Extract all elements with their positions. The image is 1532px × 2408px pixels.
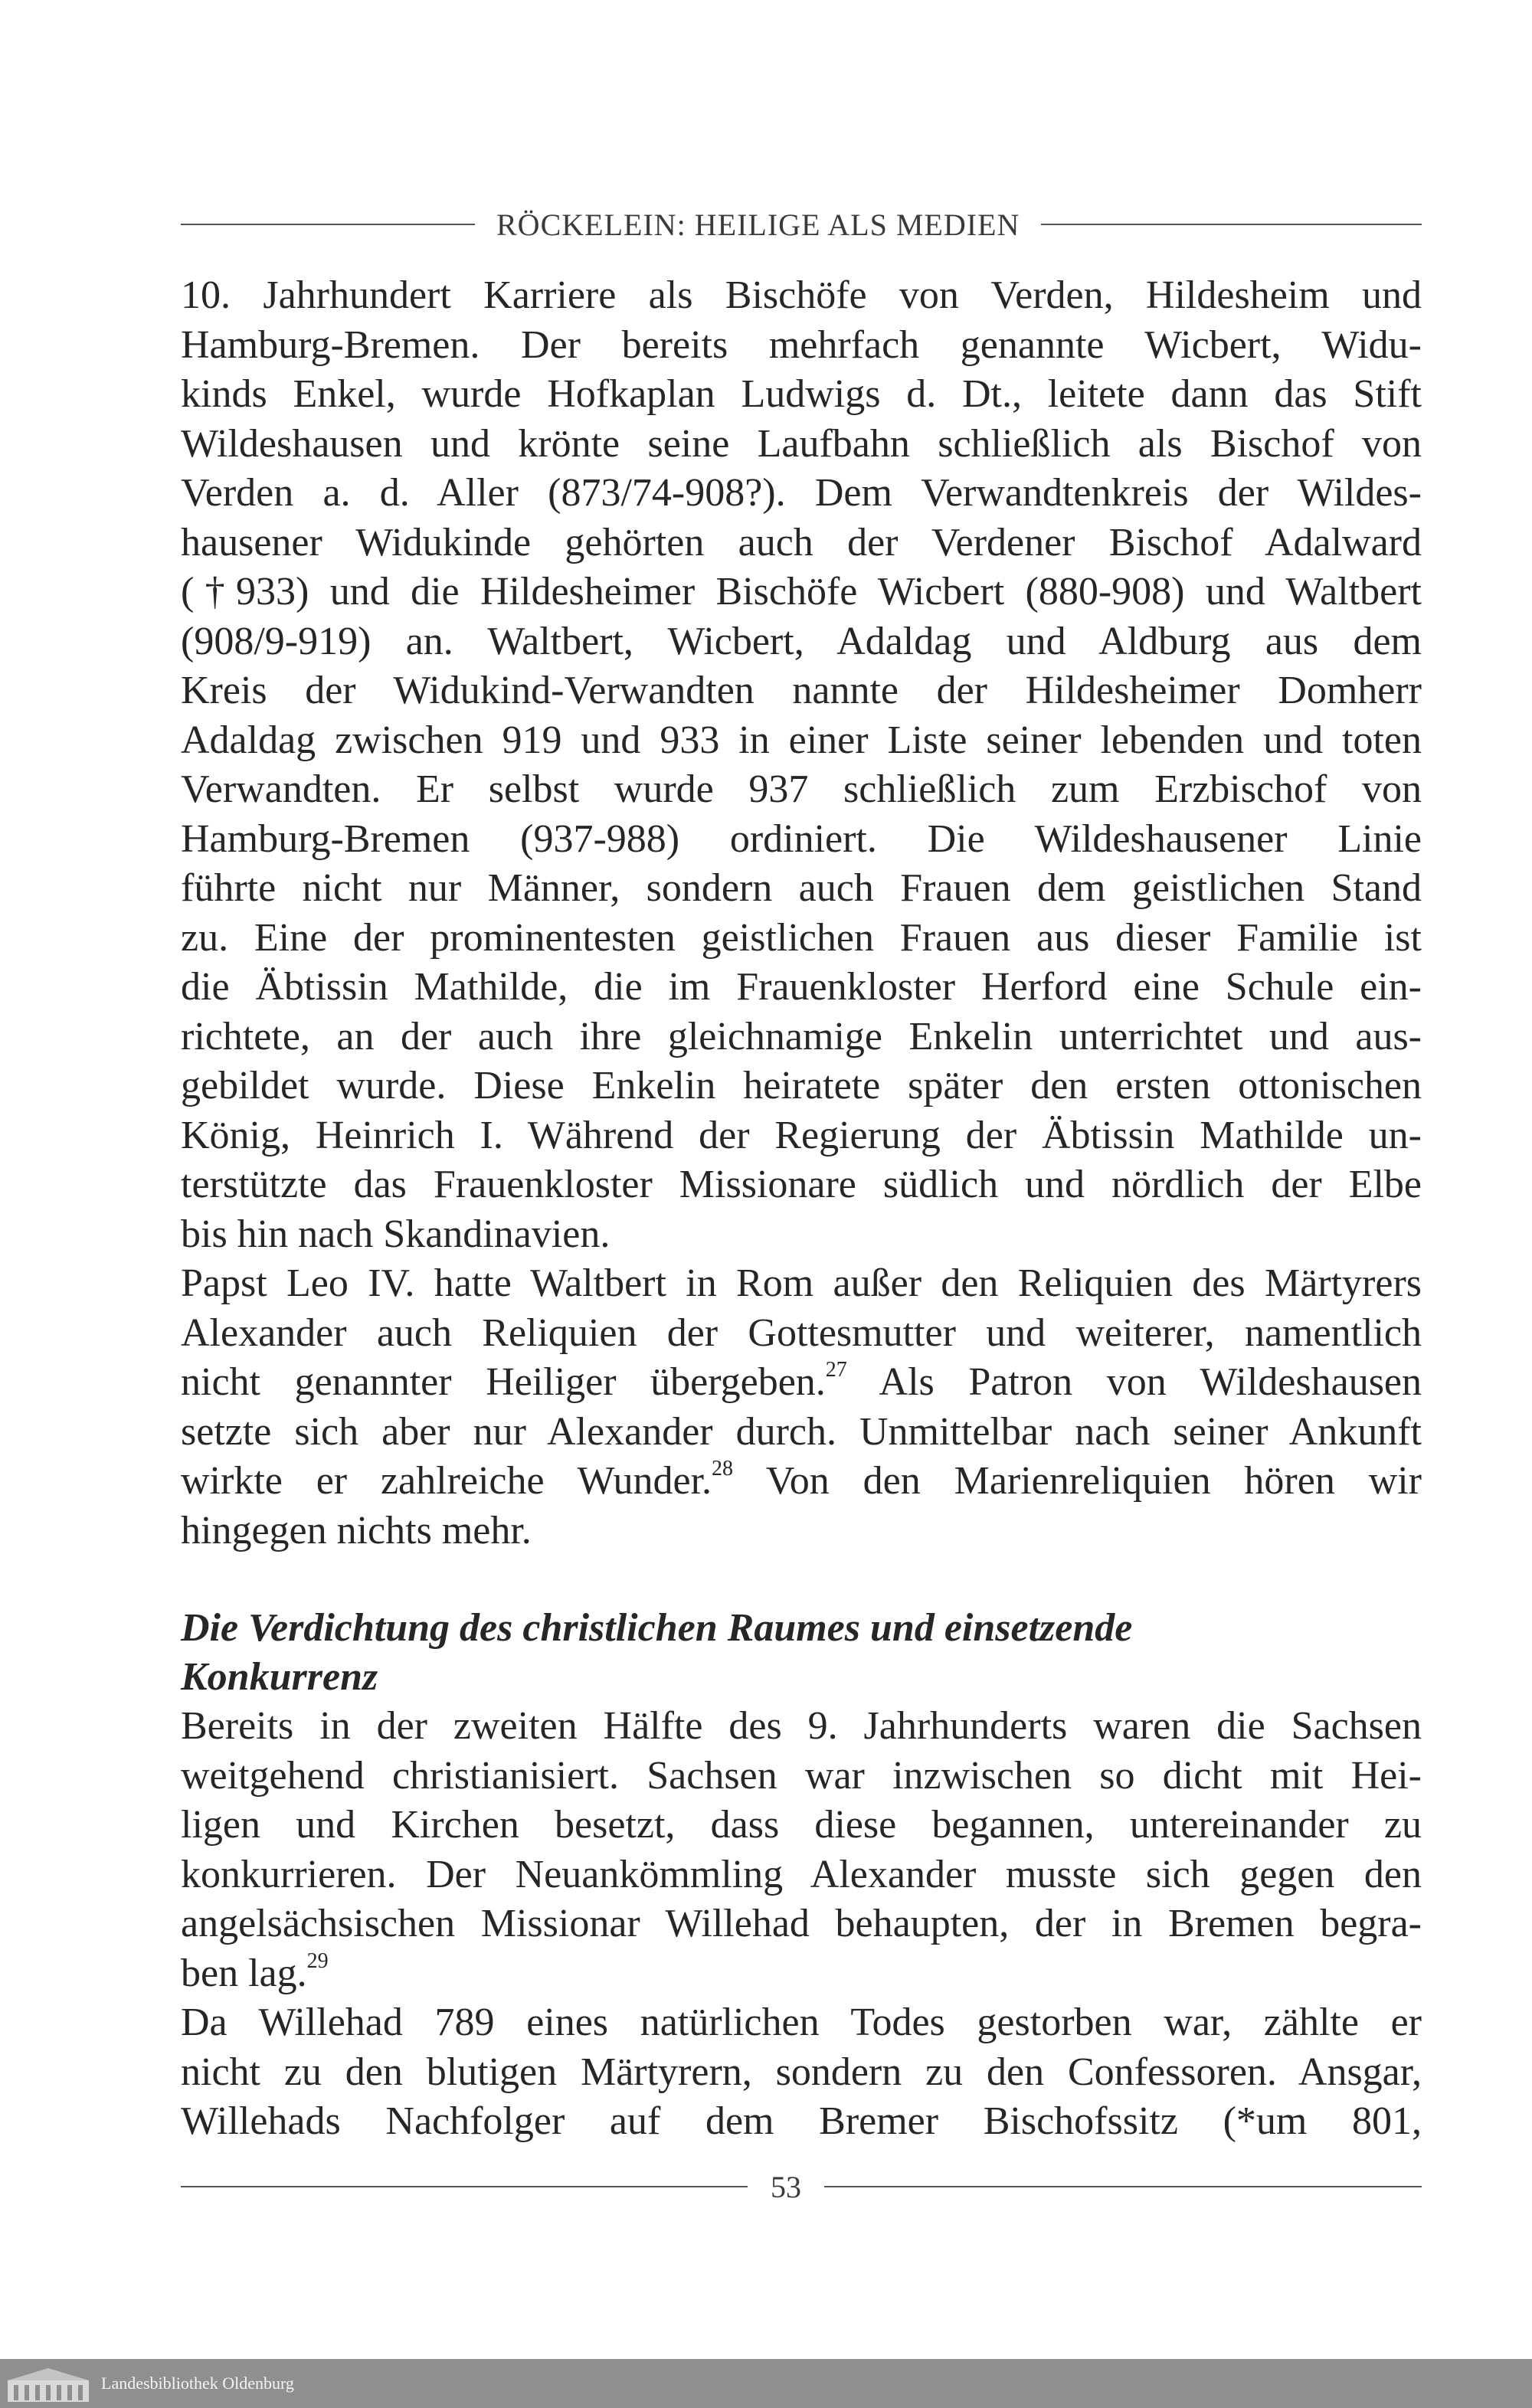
footnote-ref-29[interactable]: 29 — [306, 1948, 329, 1973]
paragraph-1 — [181, 271, 1422, 1259]
section-heading — [181, 1604, 1422, 1702]
text-run: Als Patron von Wildeshausen — [846, 1360, 1422, 1404]
text-run: ben lag. — [181, 1951, 307, 1995]
heading-line: Die Verdichtung des christlichen Raumes und einsetzende — [181, 1606, 1133, 1650]
text-line: ligen und Kirchen besetzt, dass diese begannen, untereinander zu — [181, 1803, 1422, 1847]
footer-rule-left — [181, 2186, 748, 2187]
page-number: 53 — [771, 2169, 801, 2204]
paragraph-2 — [181, 1259, 1422, 1556]
text-line: Da Willehad 789 eines natürlichen Todes gestorben war, zählte er — [181, 2001, 1422, 2044]
header-rule-right — [1041, 224, 1422, 225]
text-line: Papst Leo IV. hatte Waltbert in Rom außer den Reliquien des Märtyrers — [181, 1261, 1422, 1305]
text-line: Alexander auch Reliquien der Gottesmutter und weiterer, namentlich — [181, 1310, 1422, 1355]
running-title: RÖCKELEIN: HEILIGE ALS MEDIEN — [496, 207, 1020, 242]
text-line: konkurrieren. Der Neuankömmling Alexander musste sich gegen den — [181, 1852, 1422, 1896]
text-line: Verwandten. Er selbst wurde 937 schließlich zum Erzbischof von — [181, 767, 1422, 811]
footnote-ref-28[interactable]: 28 — [712, 1457, 734, 1480]
text-line: Bereits in der zweiten Hälfte des 9. Jahrhunderts waren die Sachsen — [181, 1704, 1422, 1748]
text-line: Adaldag zwischen 919 und 933 in einer Liste seiner lebenden und toten — [181, 718, 1422, 762]
text-run: nicht genannter Heiliger übergeben. — [181, 1360, 826, 1404]
text-line: Wildeshausen und krönte seine Laufbahn schließlich als Bischof von — [181, 421, 1422, 466]
running-header — [181, 205, 1422, 244]
text-line: bis hin nach Skandinavien. — [181, 1212, 611, 1256]
text-line: gebildet wurde. Diese Enkelin heiratete später den ersten ottonischen — [181, 1064, 1422, 1107]
text-line: Kreis der Widukind-Verwandten nannte der Hildesheimer Domherr — [181, 669, 1422, 712]
text-line: kinds Enkel, wurde Hofkaplan Ludwigs d. Dt., leitete dann das Stift — [181, 372, 1422, 416]
text-line: angelsächsischen Missionar Willehad behaupten, der in Bremen begra- — [181, 1902, 1422, 1945]
text-line: zu. Eine der prominentesten geistlichen Frauen aus dieser Familie ist — [181, 915, 1422, 960]
text-line: weitgehend christianisiert. Sachsen war inzwischen so dicht mit Hei- — [181, 1753, 1422, 1798]
library-name: Landesbibliothek Oldenburg — [101, 2374, 294, 2393]
text-line: Willehads Nachfolger auf dem Bremer Bischofssitz (*um 801, — [181, 2099, 1422, 2143]
text-run: Von den Marienreliquien hören wir — [733, 1459, 1422, 1503]
text-line: 10. Jahrhundert Karriere als Bischöfe von Verden, Hildesheim und — [181, 273, 1422, 317]
text-line: nicht zu den blutigen Märtyrern, sondern zu den Confessoren. Ansgar, — [181, 2050, 1422, 2094]
text-line: Hamburg-Bremen (937-988) ordiniert. Die Wildeshausener Linie — [181, 816, 1422, 861]
page-footer — [181, 2168, 1422, 2206]
text-line: Verden a. d. Aller (873/74-908?). Dem Verwandtenkreis der Wildes- — [181, 471, 1422, 515]
text-line: terstützte das Frauenkloster Missionare südlich und nördlich der Elbe — [181, 1163, 1422, 1206]
text-line: richtete, an der auch ihre gleichnamige Enkelin unterrichtet und aus- — [181, 1014, 1422, 1058]
text-line — [181, 1358, 1422, 1408]
text-line: König, Heinrich I. Während der Regierung der Äbtissin Mathilde un- — [181, 1113, 1422, 1157]
text-line — [181, 1949, 1422, 1999]
text-line: (908/9-919) an. Waltbert, Wicbert, Adaldag und Aldburg aus dem — [181, 619, 1422, 663]
footnote-ref-27[interactable]: 27 — [825, 1358, 847, 1382]
header-rule-left — [181, 224, 475, 225]
paragraph-4 — [181, 1998, 1422, 2147]
library-building-icon — [6, 2364, 90, 2403]
text-line: setzte sich aber nur Alexander durch. Unmittelbar nach seiner Ankunft — [181, 1409, 1422, 1454]
text-line: hingegen nichts mehr. — [181, 1508, 532, 1552]
text-line: Hamburg-Bremen. Der bereits mehrfach genannte Wicbert, Widu- — [181, 322, 1422, 367]
text-line: hausener Widukinde gehörten auch der Verdener Bischof Adalward — [181, 520, 1422, 564]
text-line: (†933) und die Hildesheimer Bischöfe Wicbert (880-908) und Waltbert — [181, 570, 1422, 613]
text-line: die Äbtissin Mathilde, die im Frauenkloster Herford eine Schule ein- — [181, 965, 1422, 1009]
heading-line: Konkurrenz — [181, 1655, 378, 1699]
library-bar — [0, 2359, 1532, 2408]
footer-rule-right — [824, 2186, 1422, 2187]
text-run: wirkte er zahlreiche Wunder. — [181, 1459, 712, 1503]
text-line — [181, 1457, 1422, 1507]
paragraph-3 — [181, 1702, 1422, 1998]
text-line: führte nicht nur Männer, sondern auch Frauen dem geistlichen Stand — [181, 866, 1422, 910]
